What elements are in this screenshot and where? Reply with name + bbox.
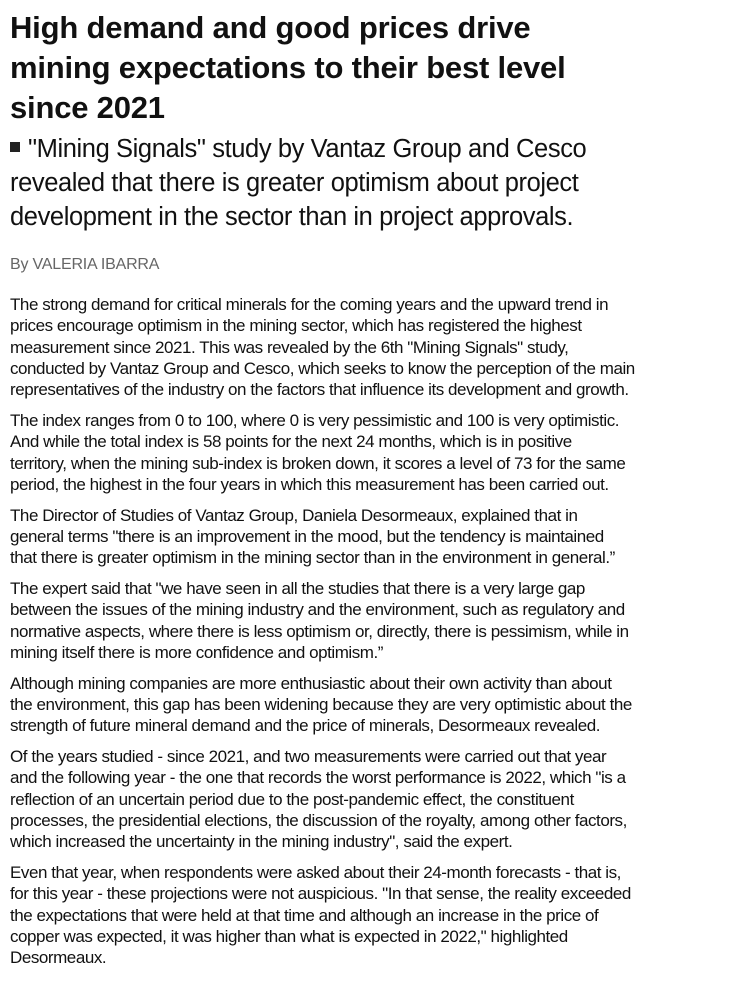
paragraph-line: normative aspects, where there is less optimism or, directly, there is pessimism, while in <box>10 621 629 641</box>
subheadline <box>10 132 740 234</box>
paragraph-line: territory, when the mining sub-index is broken down, it scores a level of 73 for the same <box>10 453 626 473</box>
square-bullet-icon <box>10 142 20 152</box>
article-body <box>10 294 740 969</box>
paragraph-line: Although mining companies are more enthusiastic about their own activity than about <box>10 673 612 693</box>
paragraph-line: general terms "there is an improvement in the mood, but the tendency is maintained <box>10 526 604 546</box>
headline-line: High demand and good prices drive <box>10 10 531 45</box>
paragraph-line: mining itself there is more confidence and optimism.” <box>10 642 383 662</box>
headline-line: since 2021 <box>10 90 165 125</box>
paragraph <box>10 862 740 968</box>
paragraph <box>10 746 740 852</box>
paragraph <box>10 505 740 569</box>
headline <box>10 8 740 128</box>
paragraph-line: period, the highest in the four years in which this measurement has been carried out. <box>10 474 609 494</box>
paragraph <box>10 410 740 495</box>
paragraph <box>10 673 740 737</box>
paragraph-line: measurement since 2021. This was revealed by the 6th "Mining Signals" study, <box>10 337 569 357</box>
subheadline-line <box>10 132 740 166</box>
paragraph-line: which increased the uncertainty in the mining industry", said the expert. <box>10 832 513 852</box>
paragraph-line: the environment, this gap has been widening because they are very optimistic about the <box>10 695 632 715</box>
subheadline-line: revealed that there is greater optimism about project <box>10 169 579 197</box>
paragraph-line: processes, the presidential elections, the discussion of the royalty, among other factors, <box>10 811 627 831</box>
byline: By VALERIA IBARRA <box>10 256 160 273</box>
paragraph-line: Even that year, when respondents were asked about their 24-month forecasts - that is, <box>10 863 621 883</box>
subheadline-line: development in the sector than in project approvals. <box>10 203 574 231</box>
paragraph-line: representatives of the industry on the factors that influence its development and growth. <box>10 380 629 400</box>
paragraph-line: Desormeaux. <box>10 948 107 968</box>
paragraph-line: conducted by Vantaz Group and Cesco, which seeks to know the perception of the main <box>10 358 635 378</box>
headline-line: mining expectations to their best level <box>10 50 566 85</box>
paragraph-line: copper was expected, it was higher than what is expected in 2022," highlighted <box>10 927 568 947</box>
paragraph-line: strength of future mineral demand and the price of minerals, Desormeaux revealed. <box>10 716 601 736</box>
paragraph-line: for this year - these projections were not auspicious. "In that sense, the reality exceeded <box>10 884 631 904</box>
paragraph-line: reflection of an uncertain period due to the post-pandemic effect, the constituent <box>10 789 574 809</box>
paragraph-line: The Director of Studies of Vantaz Group, Daniela Desormeaux, explained that in <box>10 505 578 525</box>
paragraph <box>10 578 740 663</box>
paragraph-line: The expert said that "we have seen in all the studies that there is a very large gap <box>10 579 585 599</box>
paragraph-line: the expectations that were held at that time and although an increase in the price of <box>10 905 599 925</box>
paragraph-line: prices encourage optimism in the mining sector, which has registered the highest <box>10 316 582 336</box>
paragraph-line: Of the years studied - since 2021, and two measurements were carried out that year <box>10 747 607 767</box>
paragraph <box>10 294 740 400</box>
paragraph-line: and the following year - the one that records the worst performance is 2022, which "is a <box>10 768 626 788</box>
paragraph-line: between the issues of the mining industry and the environment, such as regulatory and <box>10 600 625 620</box>
paragraph-line: And while the total index is 58 points for the next 24 months, which is in positive <box>10 432 572 452</box>
paragraph-line: The index ranges from 0 to 100, where 0 is very pessimistic and 100 is very optimistic. <box>10 410 620 430</box>
subheadline-text: "Mining Signals" study by Vantaz Group and Cesco <box>28 135 587 163</box>
paragraph-line: that there is greater optimism in the mining sector than in the environment in general.” <box>10 548 615 568</box>
paragraph-line: The strong demand for critical minerals for the coming years and the upward trend in <box>10 295 609 314</box>
